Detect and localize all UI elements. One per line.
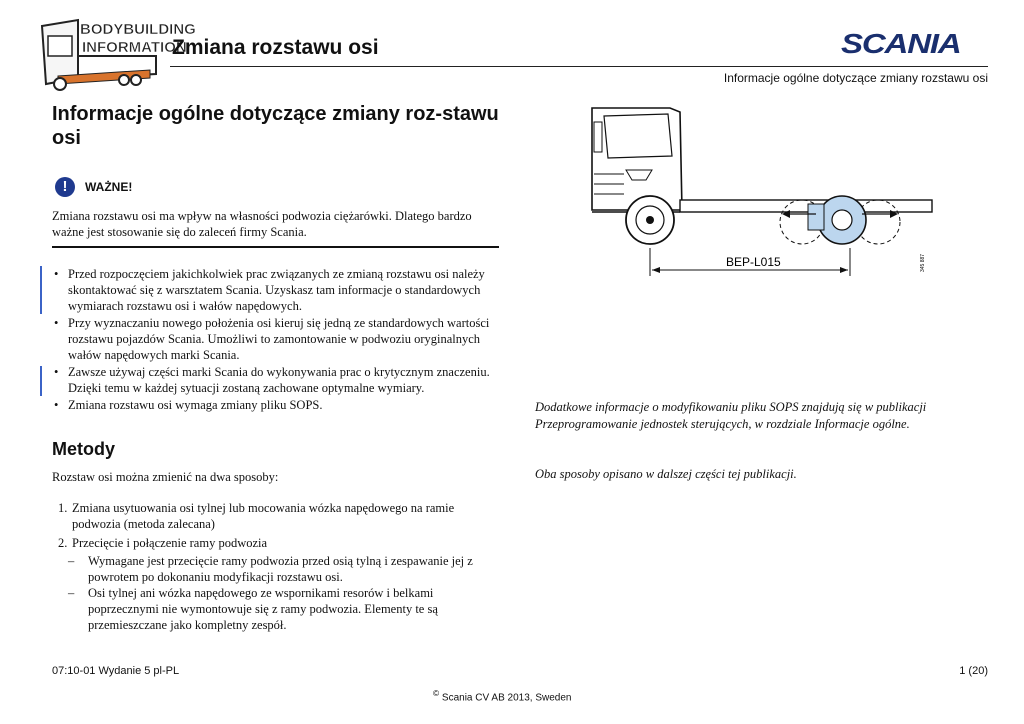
method-number: 1.: [58, 501, 68, 515]
warning-divider: [52, 246, 499, 248]
method-item: [52, 500, 502, 532]
method-subitem: – Wymagane jest przecięcie ramy podwozia przed osią tylną i zespawanie jej z powrotem po dokonaniu modyfikacji rozstawu osi.: [68, 554, 473, 584]
figure-id: 345 887: [920, 253, 926, 272]
list-item-text: Przed rozpoczęciem jakichkolwiek prac związanych ze zmianą rozstawu osi należy skontaktować się z warsztatem Scania. Uzyskasz tam informacje o standardowych wymiarach rozstawu osi i wałów napędowych.: [68, 267, 485, 313]
list-item-text: Zmiana rozstawu osi wymaga zmiany pliku SOPS.: [68, 398, 323, 412]
method-number: 2.: [58, 536, 68, 550]
list-item: • Przy wyznaczaniu nowego położenia osi kieruj się jedną ze standardowych wartości rozstawu pojazdów Scania. Umożliwi to zamontowanie w podwoziu oryginalnych wałów napędowych marki Scania.: [54, 316, 490, 362]
requirements-list: [52, 266, 502, 414]
document-title: Zmiana rozstawu osi: [172, 36, 379, 59]
copyright-text: Scania CV AB 2013, Sweden: [441, 692, 572, 704]
method-sublist: [68, 553, 502, 633]
method-subitem-text: Wymagane jest przecięcie ramy podwozia przed osią tylną i zespawanie jej z powrotem po dokonaniu modyfikacji rozstawu osi.: [88, 554, 473, 584]
logo-text-line-1: BODYBUILDING: [80, 21, 196, 38]
header-subtitle: Informacje ogólne dotyczące zmiany rozstawu osi: [723, 71, 988, 85]
dimension-label: BEP-L015: [726, 255, 781, 269]
method-subitem-text: Osi tylnej ani wózka napędowego ze wspornikami resorów i belkami poprzecznymi nie wymontowuje się z ramy podwozia. Elementy te są przemieszczane jako kompletny zespół.: [88, 586, 438, 632]
method-text: Przecięcie i połączenie ramy podwozia: [72, 536, 268, 550]
list-item: • Przed rozpoczęciem jakichkolwiek prac związanych ze zmianą rozstawu osi należy skontaktować się z warsztatem Scania. Uzyskasz tam informacje o standardowych wymiarach rozstawu osi i wałów napędowych.: [54, 267, 485, 313]
list-item-text: Przy wyznaczaniu nowego położenia osi kieruj się jedną ze standardowych wartości rozstawu pojazdów Scania. Umożliwi to zamontowanie w podwoziu oryginalnych wałów napędowych marki Scania.: [68, 316, 490, 362]
methods-intro: Rozstaw osi można zmienić na dwa sposoby:: [52, 470, 279, 484]
method-text: Zmiana usytuowania osi tylnej lub mocowania wózka napędowego na ramie podwozia (metoda zalecana): [72, 501, 455, 531]
copyright-symbol: ©: [433, 688, 440, 698]
list-item-text: Zawsze używaj części marki Scania do wykonywania prac o krytycznym znaczeniu. Dzięki temu w każdej sytuacji zostaną zachowane optymalne wymiary.: [68, 365, 490, 395]
methods-heading: Metody: [52, 439, 115, 459]
list-item: • Zmiana rozstawu osi wymaga zmiany pliku SOPS.: [54, 398, 323, 412]
document-reference: 07:10-01 Wydanie 5 pl-PL: [52, 665, 180, 677]
methods-list: [52, 500, 502, 636]
truck-wheelbase-figure: [580, 100, 940, 280]
logo-text-line-2: INFORMATION: [82, 39, 187, 56]
methods-note: Oba sposoby opisano w dalszej części tej publikacji.: [535, 467, 797, 481]
bodybuilding-logo: [38, 14, 196, 92]
sops-note: Dodatkowe informacje o modyfikowaniu pliku SOPS znajdują się w publikacji Przeprogramowanie jednostek sterujących, w rozdziale Informacje ogólne.: [535, 400, 927, 431]
section-heading: Informacje ogólne dotyczące zmiany roz-stawu osi: [52, 103, 499, 149]
scania-logo: SCANIA: [841, 28, 961, 59]
copyright-notice: [433, 688, 571, 703]
change-bar: [40, 266, 42, 314]
method-item: [52, 535, 502, 633]
warning-text: Zmiana rozstawu osi ma wpływ na własności podwozia ciężarówki. Dlatego bardzo ważne jest stosowanie się do zaleceń firmy Scania.: [52, 209, 472, 239]
page-number: 1 (20): [959, 665, 988, 677]
warning-label: WAŻNE!: [85, 180, 133, 194]
header-divider: [170, 66, 988, 67]
list-item: • Zawsze używaj części marki Scania do wykonywania prac o krytycznym znaczeniu. Dzięki temu w każdej sytuacji zostaną zachowane optymalne wymiary.: [54, 365, 490, 395]
exclamation-icon: !: [55, 177, 75, 197]
method-subitem: – Osi tylnej ani wózka napędowego ze wspornikami resorów i belkami poprzecznymi nie wymontowuje się z ramy podwozia. Elementy te są przemieszczane jako kompletny zespół.: [68, 586, 438, 632]
change-bar: [40, 366, 42, 396]
